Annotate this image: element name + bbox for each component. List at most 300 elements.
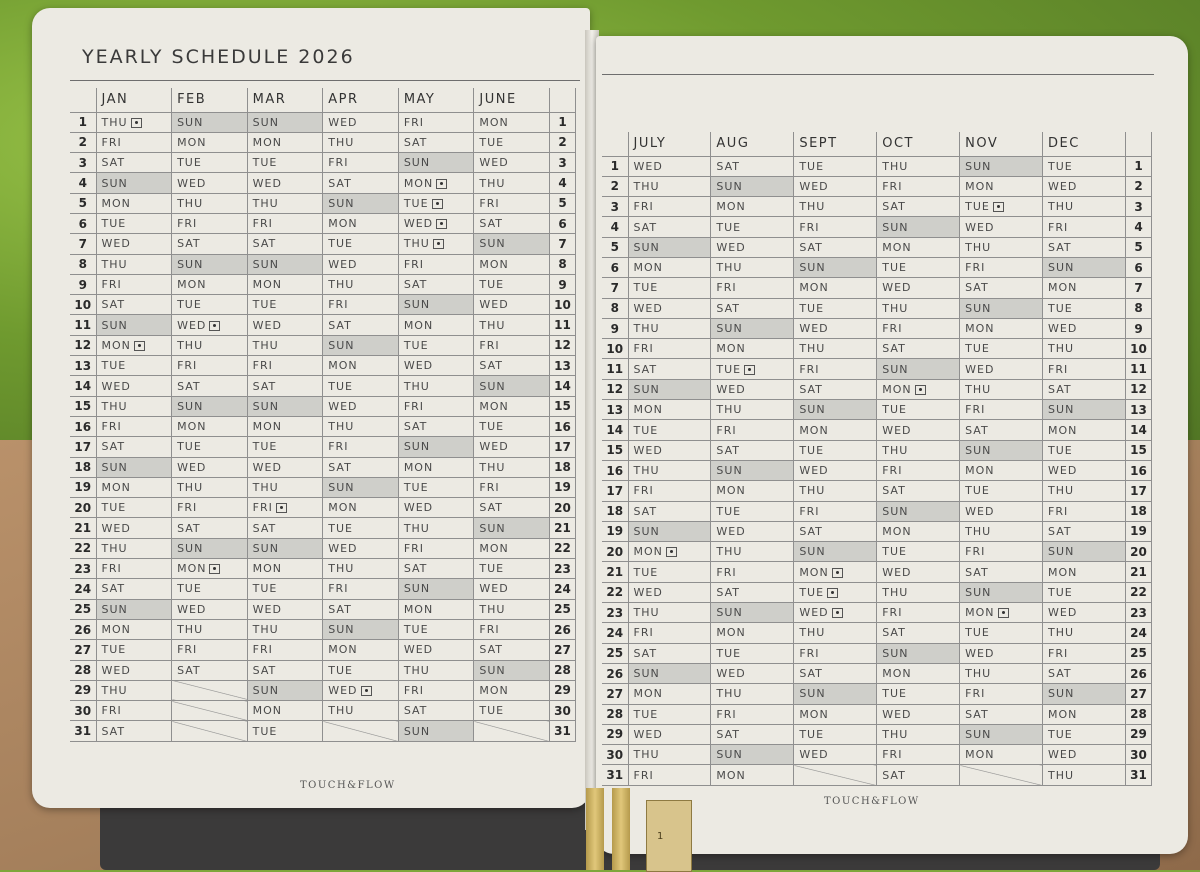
weekday-cell: [794, 745, 877, 765]
day-row: [70, 619, 576, 639]
weekday-label: SAT: [633, 362, 658, 376]
weekday-cell: [474, 376, 550, 396]
weekday-label: FRI: [716, 281, 737, 295]
weekday-label: MON: [252, 135, 283, 149]
weekday-label: THU: [799, 200, 826, 214]
weekday-cell: [794, 440, 877, 460]
weekday-cell: [794, 582, 877, 602]
weekday-label: THU: [328, 562, 355, 576]
weekday-cell: [96, 234, 172, 254]
weekday-label: SAT: [403, 704, 428, 718]
day-number: 4: [602, 217, 628, 237]
weekday-label: SAT: [716, 727, 740, 741]
day-number: 21: [1126, 562, 1152, 582]
weekday-cell: [711, 521, 794, 541]
day-row: [70, 254, 576, 274]
weekday-cell: [172, 538, 248, 558]
weekday-label: THU: [252, 623, 279, 637]
weekday-label: TUE: [799, 727, 825, 741]
weekday-cell: [398, 599, 474, 619]
weekday-label: TUE: [633, 281, 659, 295]
day-number: 30: [1126, 745, 1152, 765]
weekday-label: WED: [1048, 748, 1078, 762]
day-number: 24: [70, 579, 96, 599]
day-number: 17: [550, 437, 576, 457]
weekday-label: FRI: [252, 643, 273, 657]
weekday-label: FRI: [479, 480, 500, 494]
weekday-label: SUN: [633, 667, 660, 681]
weekday-label: SAT: [403, 135, 428, 149]
day-number: 12: [70, 335, 96, 355]
weekday-cell: [96, 335, 172, 355]
weekday-label: WED: [1048, 322, 1078, 336]
weekday-cell: [247, 701, 323, 721]
weekday-label: WED: [965, 220, 995, 234]
weekday-label: FRI: [403, 115, 425, 129]
weekday-label: TUE: [1048, 727, 1073, 741]
weekday-cell: [96, 112, 172, 132]
weekday-label: SUN: [101, 602, 128, 616]
weekday-cell: [1043, 217, 1126, 237]
weekday-cell: [1043, 460, 1126, 480]
weekday-cell: [323, 538, 399, 558]
weekday-cell: [877, 501, 960, 521]
day-row: [70, 680, 576, 700]
weekday-label: SAT: [633, 646, 658, 660]
weekday-label: SUN: [252, 399, 279, 413]
weekday-label: SUN: [177, 541, 204, 555]
weekday-label: SUN: [965, 585, 992, 599]
weekday-label: WED: [328, 683, 358, 697]
weekday-label: MON: [799, 281, 829, 295]
weekday-label: FRI: [882, 464, 903, 478]
holiday-marker-icon: [131, 118, 142, 128]
weekday-label: TUE: [177, 298, 202, 312]
weekday-label: SAT: [716, 585, 740, 599]
weekday-cell: [794, 562, 877, 582]
weekday-label: TUE: [252, 156, 278, 170]
weekday-cell: [628, 623, 711, 643]
day-number: 1: [1126, 156, 1152, 176]
day-number: 12: [602, 379, 628, 399]
day-number: 12: [550, 335, 576, 355]
weekday-label: TUE: [716, 362, 742, 376]
weekday-label: THU: [965, 667, 992, 681]
day-row: [602, 379, 1152, 399]
day-number: 18: [550, 457, 576, 477]
weekday-cell: [247, 193, 323, 213]
corner-cell: [550, 88, 576, 112]
weekday-label: MON: [479, 399, 509, 413]
weekday-cell: [1043, 359, 1126, 379]
day-number: 7: [1126, 278, 1152, 298]
weekday-label: FRI: [479, 338, 500, 352]
weekday-label: FRI: [716, 707, 737, 721]
day-number: 16: [70, 416, 96, 436]
weekday-label: THU: [882, 301, 909, 315]
day-row: [70, 315, 576, 335]
weekday-cell: [794, 603, 877, 623]
day-number: 14: [602, 420, 628, 440]
weekday-label: TUE: [328, 521, 353, 535]
weekday-label: WED: [1048, 606, 1078, 620]
weekday-label: SAT: [252, 237, 277, 251]
day-number: 9: [1126, 318, 1152, 338]
weekday-cell: [711, 603, 794, 623]
weekday-cell: [96, 619, 172, 639]
day-number: 30: [70, 701, 96, 721]
weekday-cell: [628, 582, 711, 602]
weekday-cell: [711, 460, 794, 480]
weekday-cell: [474, 538, 550, 558]
weekday-label: TUE: [479, 135, 505, 149]
weekday-label: WED: [1048, 464, 1078, 478]
day-number: 17: [602, 481, 628, 501]
weekday-cell: [323, 315, 399, 335]
day-number: 9: [550, 274, 576, 294]
holiday-marker-icon: [361, 686, 372, 696]
weekday-cell: [1043, 237, 1126, 257]
weekday-label: SUN: [799, 687, 826, 701]
day-number: 2: [70, 132, 96, 152]
day-number: 21: [602, 562, 628, 582]
weekday-cell: [398, 437, 474, 457]
day-row: [602, 217, 1152, 237]
weekday-label: FRI: [799, 220, 820, 234]
day-row: [602, 562, 1152, 582]
weekday-label: THU: [328, 420, 355, 434]
holiday-marker-icon: [134, 341, 145, 351]
weekday-cell: [323, 132, 399, 152]
weekday-label: MON: [177, 278, 207, 292]
weekday-cell: [247, 112, 323, 132]
weekday-label: FRI: [403, 541, 425, 555]
weekday-cell: [247, 457, 323, 477]
weekday-cell: [877, 156, 960, 176]
day-number: 2: [1126, 176, 1152, 196]
weekday-label: TUE: [965, 342, 990, 356]
weekday-cell: [1043, 278, 1126, 298]
weekday-cell: [474, 254, 550, 274]
weekday-cell: [960, 663, 1043, 683]
weekday-cell: [172, 112, 248, 132]
day-number: 3: [550, 153, 576, 173]
weekday-label: THU: [328, 704, 355, 718]
day-row: [602, 521, 1152, 541]
weekday-label: MON: [716, 626, 746, 640]
weekday-cell: [247, 599, 323, 619]
day-number: 8: [602, 298, 628, 318]
weekday-label: MON: [799, 565, 829, 579]
weekday-cell: [247, 477, 323, 497]
day-number: 8: [70, 254, 96, 274]
day-row: [602, 197, 1152, 217]
day-row: [70, 538, 576, 558]
weekday-label: WED: [882, 281, 912, 295]
weekday-label: SAT: [965, 423, 989, 437]
weekday-label: SAT: [716, 443, 740, 457]
day-number: 26: [602, 663, 628, 683]
weekday-cell: [960, 603, 1043, 623]
weekday-label: SAT: [716, 159, 740, 173]
weekday-cell: [1043, 440, 1126, 460]
weekday-label: SAT: [177, 663, 201, 677]
day-number: 28: [602, 704, 628, 724]
weekday-cell: [474, 193, 550, 213]
weekday-label: SAT: [716, 301, 740, 315]
weekday-cell: [960, 440, 1043, 460]
day-number: 5: [70, 193, 96, 213]
weekday-cell: [398, 335, 474, 355]
day-number: 5: [602, 237, 628, 257]
month-header: OCT: [877, 132, 960, 156]
weekday-label: MON: [252, 562, 283, 576]
day-number: 17: [1126, 481, 1152, 501]
weekday-cell: [711, 379, 794, 399]
weekday-label: THU: [965, 382, 992, 396]
weekday-cell: [1043, 684, 1126, 704]
weekday-label: THU: [882, 585, 909, 599]
day-number: 4: [70, 173, 96, 193]
weekday-cell: [398, 173, 474, 193]
weekday-cell: [960, 197, 1043, 217]
weekday-cell: [794, 724, 877, 744]
weekday-label: FRI: [965, 687, 986, 701]
weekday-cell: [877, 400, 960, 420]
weekday-label: TUE: [479, 704, 505, 718]
weekday-label: TUE: [403, 480, 429, 494]
day-number: 3: [602, 197, 628, 217]
weekday-cell: [323, 680, 399, 700]
bookmark-ribbon: [612, 788, 630, 870]
weekday-cell: [398, 396, 474, 416]
weekday-label: SUN: [882, 504, 909, 518]
weekday-label: TUE: [403, 196, 429, 210]
holiday-marker-icon: [432, 199, 443, 209]
day-number: 13: [70, 356, 96, 376]
weekday-label: FRI: [799, 504, 820, 518]
weekday-label: FRI: [633, 484, 654, 498]
weekday-cell: [398, 640, 474, 660]
weekday-label: WED: [633, 301, 663, 315]
weekday-label: WED: [177, 602, 207, 616]
day-number: 23: [550, 559, 576, 579]
weekday-cell: [96, 477, 172, 497]
day-row: [602, 237, 1152, 257]
weekday-cell: [960, 623, 1043, 643]
day-row: [602, 643, 1152, 663]
day-number: 28: [70, 660, 96, 680]
weekday-label: WED: [882, 707, 912, 721]
day-number: 30: [602, 745, 628, 765]
weekday-label: WED: [101, 237, 131, 251]
weekday-label: SAT: [799, 667, 823, 681]
day-number: 21: [550, 518, 576, 538]
weekday-cell: [877, 176, 960, 196]
weekday-cell: [96, 660, 172, 680]
weekday-label: SAT: [403, 420, 428, 434]
weekday-label: THU: [177, 480, 204, 494]
left-page: [32, 8, 590, 808]
weekday-cell: [96, 416, 172, 436]
weekday-cell: [398, 477, 474, 497]
weekday-label: SAT: [479, 643, 503, 657]
weekday-label: WED: [403, 359, 434, 373]
holiday-marker-icon: [436, 179, 447, 189]
weekday-label: THU: [799, 342, 826, 356]
weekday-cell: [628, 197, 711, 217]
weekday-cell: [711, 278, 794, 298]
weekday-label: MON: [965, 748, 995, 762]
weekday-cell: [794, 298, 877, 318]
day-number: 22: [70, 538, 96, 558]
weekday-cell: [323, 376, 399, 396]
weekday-cell: [877, 521, 960, 541]
weekday-cell: [398, 295, 474, 315]
weekday-cell: [877, 339, 960, 359]
weekday-cell: [877, 603, 960, 623]
weekday-cell: [247, 335, 323, 355]
day-number: 5: [550, 193, 576, 213]
day-row: [602, 704, 1152, 724]
day-number: 8: [1126, 298, 1152, 318]
weekday-cell: [711, 420, 794, 440]
weekday-cell: [172, 254, 248, 274]
weekday-cell: [877, 420, 960, 440]
holiday-marker-icon: [436, 219, 447, 229]
weekday-label: THU: [403, 237, 430, 251]
weekday-cell: [172, 416, 248, 436]
weekday-label: SUN: [1048, 687, 1075, 701]
weekday-label: WED: [716, 667, 746, 681]
weekday-label: SUN: [101, 460, 128, 474]
day-row: [70, 457, 576, 477]
weekday-label: FRI: [479, 623, 500, 637]
holiday-marker-icon: [832, 608, 843, 618]
day-number: 19: [550, 477, 576, 497]
weekday-label: SAT: [328, 460, 352, 474]
weekday-cell: [398, 660, 474, 680]
weekday-cell: [960, 176, 1043, 196]
weekday-label: MON: [633, 687, 663, 701]
weekday-cell: [711, 339, 794, 359]
weekday-label: TUE: [1048, 585, 1073, 599]
weekday-cell: [960, 379, 1043, 399]
weekday-cell: [323, 193, 399, 213]
weekday-cell: [247, 498, 323, 518]
weekday-cell: [1043, 156, 1126, 176]
schedule-grid-jul-dec: [602, 132, 1152, 786]
weekday-label: SAT: [1048, 382, 1072, 396]
weekday-cell: [96, 518, 172, 538]
weekday-cell: [711, 562, 794, 582]
weekday-label: SUN: [403, 298, 431, 312]
weekday-label: WED: [633, 727, 663, 741]
weekday-label: TUE: [965, 626, 990, 640]
weekday-label: MON: [101, 196, 131, 210]
weekday-cell: [96, 538, 172, 558]
weekday-cell: [172, 518, 248, 538]
weekday-label: FRI: [799, 646, 820, 660]
weekday-cell: [960, 521, 1043, 541]
day-number: 7: [550, 234, 576, 254]
weekday-label: MON: [716, 342, 746, 356]
day-number: 3: [1126, 197, 1152, 217]
weekday-label: THU: [1048, 484, 1075, 498]
weekday-label: MON: [328, 359, 358, 373]
weekday-cell: [877, 197, 960, 217]
weekday-label: THU: [716, 687, 743, 701]
weekday-cell: [96, 153, 172, 173]
weekday-cell: [172, 234, 248, 254]
weekday-cell: [1043, 176, 1126, 196]
weekday-cell: [960, 582, 1043, 602]
weekday-cell: [247, 721, 323, 741]
day-row: [602, 420, 1152, 440]
weekday-cell: [247, 396, 323, 416]
weekday-cell: [1043, 420, 1126, 440]
weekday-label: TUE: [328, 663, 353, 677]
weekday-cell: [398, 721, 474, 741]
nonexistent-day-cell: [172, 680, 248, 700]
weekday-cell: [628, 400, 711, 420]
weekday-label: SUN: [328, 338, 355, 352]
weekday-label: MON: [328, 501, 358, 515]
weekday-label: SAT: [177, 521, 201, 535]
weekday-cell: [398, 356, 474, 376]
weekday-label: SAT: [1048, 240, 1072, 254]
weekday-label: SUN: [479, 379, 506, 393]
page-title: YEARLY SCHEDULE 2026: [82, 46, 355, 68]
weekday-cell: [628, 481, 711, 501]
day-number: 20: [1126, 542, 1152, 562]
day-row: [70, 477, 576, 497]
day-number: 14: [550, 376, 576, 396]
weekday-label: SUN: [252, 115, 279, 129]
weekday-cell: [172, 619, 248, 639]
weekday-label: MON: [252, 704, 283, 718]
day-number: 25: [550, 599, 576, 619]
month-header: MAY: [398, 88, 474, 112]
day-number: 11: [70, 315, 96, 335]
weekday-cell: [172, 498, 248, 518]
weekday-label: MON: [479, 257, 509, 271]
title-rule: [70, 80, 580, 81]
weekday-cell: [172, 559, 248, 579]
weekday-cell: [960, 339, 1043, 359]
weekday-cell: [247, 437, 323, 457]
weekday-cell: [398, 376, 474, 396]
weekday-label: SAT: [479, 217, 503, 231]
day-row: [70, 518, 576, 538]
day-row: [602, 318, 1152, 338]
weekday-label: MON: [403, 602, 434, 616]
weekday-label: SUN: [716, 322, 743, 336]
day-number: 28: [550, 660, 576, 680]
weekday-label: FRI: [403, 257, 425, 271]
day-row: [70, 701, 576, 721]
weekday-cell: [398, 579, 474, 599]
day-number: 13: [550, 356, 576, 376]
weekday-cell: [323, 274, 399, 294]
weekday-label: MON: [882, 240, 912, 254]
weekday-cell: [960, 278, 1043, 298]
weekday-cell: [628, 420, 711, 440]
weekday-cell: [323, 112, 399, 132]
month-header: FEB: [172, 88, 248, 112]
day-number: 18: [1126, 501, 1152, 521]
weekday-label: THU: [403, 663, 430, 677]
